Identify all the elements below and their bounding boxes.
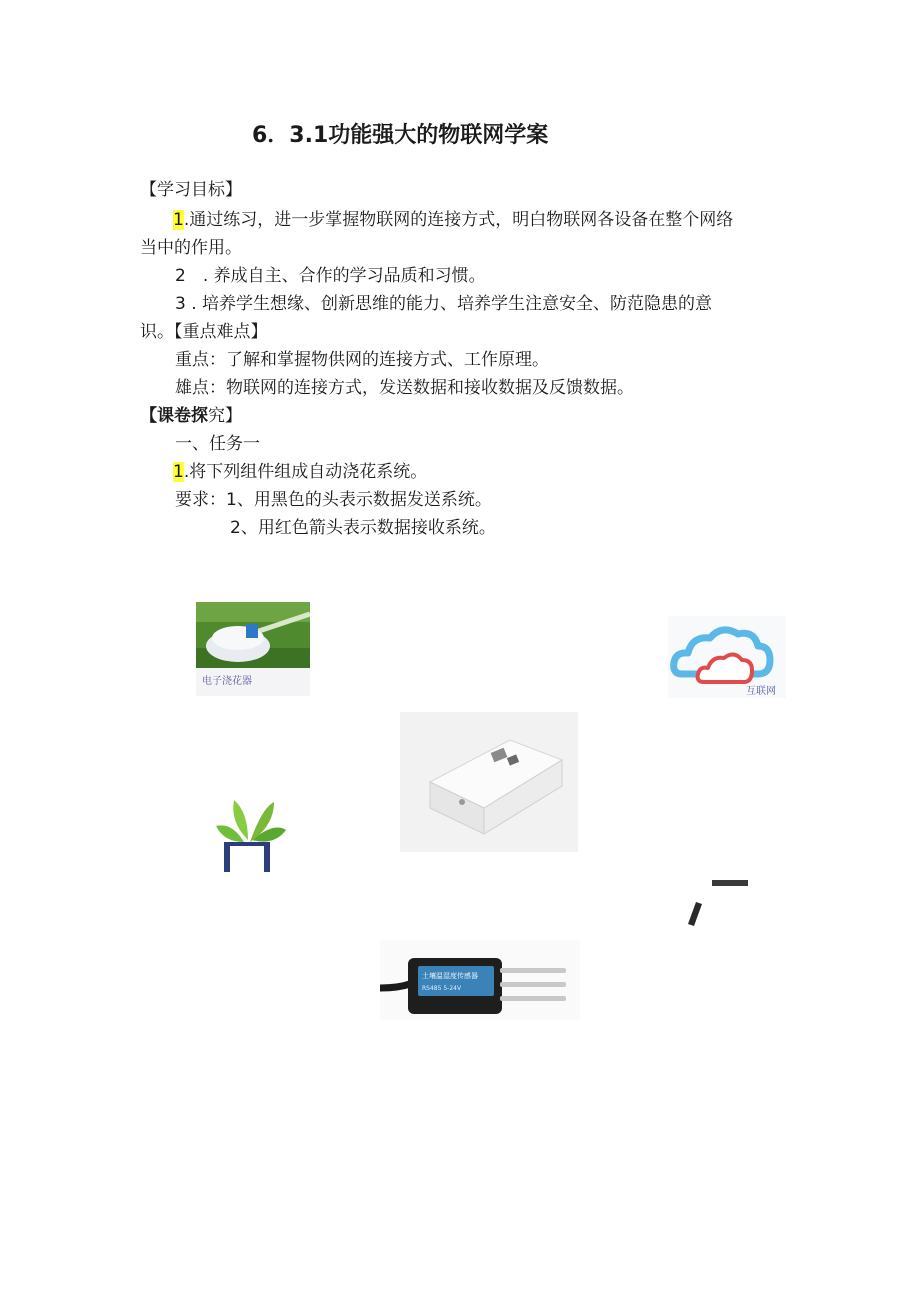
controller-device-illustration: [400, 712, 578, 852]
controller-device-image: [400, 712, 578, 852]
sprinkler-image: [196, 602, 310, 696]
plant-illustration: [204, 782, 296, 892]
requirement-2: 2、用红色箭头表示数据接收系统。: [230, 518, 496, 538]
goal-3-continuation: 识。【重点难点】: [140, 322, 268, 342]
task-1-step: [173, 461, 427, 483]
difficult-point: 雄点：物联网的连接方式，发送数据和接收数据及反馈数据。: [175, 378, 634, 398]
section-learning-goals: 【学习目标】: [140, 180, 242, 200]
cloud-label: 互联网: [746, 686, 776, 697]
task-1-step-number: 1: [173, 462, 184, 482]
key-point: 重点：了解和掌握物供网的连接方式、工作原理。: [175, 350, 549, 370]
requirement-1: 要求：1、用黑色的头表示数据发送系统。: [175, 490, 492, 510]
soil-sensor-image: [380, 940, 580, 1020]
goal-1: [173, 209, 733, 231]
gateway-device-illustration: [684, 874, 754, 930]
goal-3: 3 . 培养学生想缘、创新思维的能力、培养学生注意安全、防范隐患的意: [175, 294, 713, 314]
sprinkler-label: 电子浇花器: [202, 676, 252, 687]
soil-sensor-illustration: [380, 940, 580, 1020]
gateway-device-image: [684, 874, 754, 930]
sensor-label-line2: RS485 5-24V: [422, 985, 462, 992]
internet-cloud-image: [668, 616, 786, 698]
section-explore-bold: 【课卷探: [140, 406, 208, 426]
goal-2: 2 . 养成自主、合作的学习品质和习惯。: [175, 266, 486, 286]
potted-plant-image: [204, 782, 296, 892]
task-1-step-text: .将下列组件组成自动浇花系统。: [183, 462, 428, 482]
goal-1-number: 1: [173, 210, 184, 230]
page-title: 6．3.1功能强大的物联网学案: [252, 123, 549, 148]
section-explore-rest: 究】: [208, 406, 242, 426]
section-explore: [140, 405, 242, 427]
sensor-label-line1: 土壤温湿度传感器: [422, 972, 478, 980]
goal-1-continuation: 当中的作用。: [140, 238, 242, 258]
goal-1-text: .通过练习，进一步掌握物联网的连接方式，明白物联网各设备在整个网络: [183, 210, 734, 230]
task-1-heading: 一、任务一: [175, 434, 260, 454]
